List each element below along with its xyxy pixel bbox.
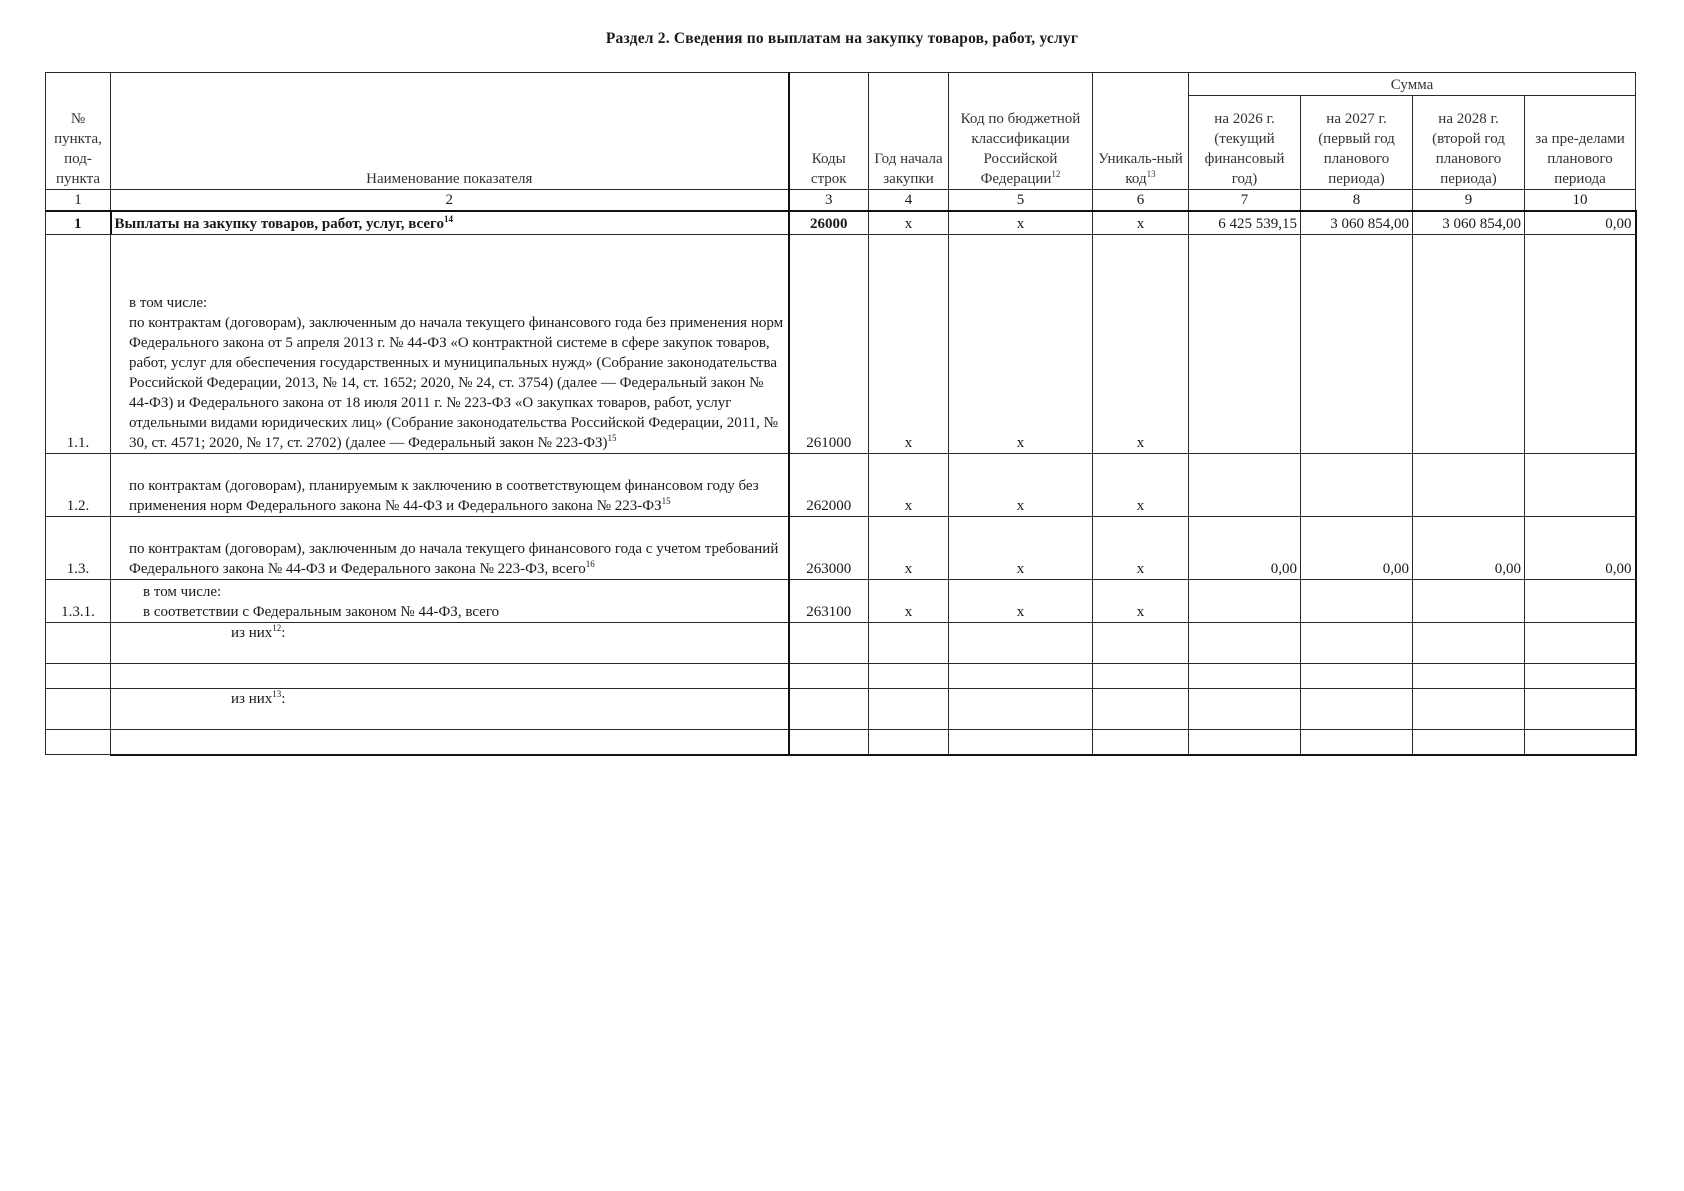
- unique-code: [1093, 689, 1189, 730]
- header-2026: на 2026 г. (текущий финансовый год): [1189, 96, 1301, 190]
- kbk-code: х: [949, 454, 1093, 517]
- table-row: [46, 623, 1636, 664]
- footnote-ref: 13: [272, 689, 282, 699]
- header-2027: на 2027 г. (первый год планового периода): [1301, 96, 1413, 190]
- kbk-code: х: [949, 580, 1093, 623]
- indicator-name: [111, 235, 789, 454]
- sum-2027: [1301, 664, 1413, 689]
- purchase-year: х: [869, 517, 949, 580]
- column-number: 1: [46, 190, 111, 212]
- indicator-name-text: в том числе: по контрактам (договорам), заключенным до начала текущего финансового года без применения норм Федерального закона от 5 апреля 2013 г. № 44-ФЗ «О контрактной системе в сфере закупок товаров, работ, услуг для обеспечения государственных и муниципальных нужд» (Собрание законодательства Российской Федерации, 2013, № 14, ст. 1652; 2020, № 24, ст. 3754) (далее — Федеральный закон № 44-ФЗ) и Федерального закона от 18 июля 2011 г. № 223-ФЗ «О закупках товаров, работ, услуг отдельными видами юридических лиц» (Собрание законодательства Российской Федерации, 2011, № 30, ст. 4571; 2020, № 17, ст. 2702) (далее — Федеральный закон № 223-ФЗ): [129, 295, 784, 451]
- kbk-code: [949, 623, 1093, 664]
- header-item-number: № пункта, под-пункта: [46, 73, 111, 190]
- indicator-name-text: в соответствии с Федеральным законом № 44-ФЗ, всего: [143, 604, 500, 620]
- sum-2026: 6 425 539,15: [1189, 211, 1301, 235]
- sub-label: из них: [231, 691, 273, 707]
- sum-beyond: [1525, 235, 1636, 454]
- sub-label: из них: [231, 625, 273, 641]
- indicator-name: [111, 623, 789, 664]
- footnote-ref: 15: [661, 496, 671, 506]
- header-kbk-sup: 12: [1051, 169, 1061, 179]
- row-code: [789, 689, 869, 730]
- column-number: 4: [869, 190, 949, 212]
- indicator-name-text: по контрактам (договорам), заключенным до начала текущего финансового года с учетом требований Федерального закона № 44-ФЗ и Федерального закона № 223-ФЗ, всего: [129, 541, 779, 577]
- column-number: 2: [111, 190, 789, 212]
- purchase-year: х: [869, 235, 949, 454]
- header-unique-code-sup: 13: [1146, 169, 1156, 179]
- kbk-code: х: [949, 235, 1093, 454]
- indicator-name-text: Выплаты на закупку товаров, работ, услуг, всего: [114, 216, 444, 232]
- sum-2027: [1301, 580, 1413, 623]
- purchase-year: х: [869, 211, 949, 235]
- sum-2026: 0,00: [1189, 517, 1301, 580]
- item-number: [46, 623, 111, 664]
- row-code: 262000: [789, 454, 869, 517]
- sum-beyond: 0,00: [1525, 211, 1636, 235]
- header-unique-code: [1093, 73, 1189, 190]
- sum-2028: 3 060 854,00: [1413, 211, 1525, 235]
- sum-2027: [1301, 454, 1413, 517]
- header-kbk: [949, 73, 1093, 190]
- sum-2028: [1413, 689, 1525, 730]
- table-row: [46, 730, 1636, 755]
- row-code: 26000: [789, 211, 869, 235]
- sum-beyond: [1525, 730, 1636, 755]
- header-indicator-name: Наименование показателя: [111, 73, 789, 190]
- sum-2028: [1413, 580, 1525, 623]
- table-row: [46, 454, 1636, 517]
- item-number: 1: [46, 211, 111, 235]
- item-number: 1.3.1.: [46, 580, 111, 623]
- item-number: 1.2.: [46, 454, 111, 517]
- table-row: [46, 689, 1636, 730]
- table-row: [46, 664, 1636, 689]
- unique-code: х: [1093, 235, 1189, 454]
- table-row: [46, 580, 1636, 623]
- sum-2028: [1413, 454, 1525, 517]
- sum-2028: [1413, 730, 1525, 755]
- row-code: [789, 730, 869, 755]
- indicator-name: [111, 211, 789, 235]
- indicator-name: [111, 517, 789, 580]
- sum-2027: [1301, 689, 1413, 730]
- sum-2026: [1189, 235, 1301, 454]
- sum-beyond: [1525, 689, 1636, 730]
- item-number: [46, 689, 111, 730]
- header-sum: Сумма: [1189, 73, 1636, 96]
- sum-beyond: [1525, 623, 1636, 664]
- table-row: [46, 235, 1636, 454]
- sum-2027: [1301, 623, 1413, 664]
- header-kbk-text: Код по бюджетной классификации Российской Федерации: [960, 111, 1081, 187]
- sum-2028: [1413, 623, 1525, 664]
- header-unique-code-text: Уникаль-ный код: [1098, 151, 1183, 187]
- row-code: [789, 664, 869, 689]
- unique-code: х: [1093, 580, 1189, 623]
- indicator-name: [111, 689, 789, 730]
- indicator-name-pre: в том числе:: [143, 584, 222, 600]
- sum-2028: [1413, 664, 1525, 689]
- sum-2027: 0,00: [1301, 517, 1413, 580]
- purchase-year: [869, 689, 949, 730]
- purchase-year: х: [869, 580, 949, 623]
- indicator-name: [111, 730, 789, 755]
- column-number: 9: [1413, 190, 1525, 212]
- sum-2027: 3 060 854,00: [1301, 211, 1413, 235]
- footnote-ref: 14: [444, 214, 453, 224]
- item-number: [46, 664, 111, 689]
- column-number: 6: [1093, 190, 1189, 212]
- column-number-row: [46, 190, 1636, 212]
- footnote-ref: 12: [272, 623, 282, 633]
- kbk-code: х: [949, 211, 1093, 235]
- unique-code: [1093, 623, 1189, 664]
- item-number: 1.1.: [46, 235, 111, 454]
- table-row: [46, 517, 1636, 580]
- sum-beyond: 0,00: [1525, 517, 1636, 580]
- purchase-year: х: [869, 454, 949, 517]
- sum-2026: [1189, 689, 1301, 730]
- header-purchase-year: Год начала закупки: [869, 73, 949, 190]
- kbk-code: [949, 730, 1093, 755]
- indicator-name: [111, 664, 789, 689]
- table-row: [46, 211, 1636, 235]
- sum-2026: [1189, 623, 1301, 664]
- sum-2028: 0,00: [1413, 517, 1525, 580]
- footnote-ref: 16: [585, 559, 595, 569]
- row-code: 263100: [789, 580, 869, 623]
- header-row: [46, 73, 1636, 96]
- indicator-name-text: по контрактам (договорам), планируемым к заключению в соответствующем финансовом году без применения норм Федерального закона № 44-ФЗ и Федерального закона № 223-ФЗ: [129, 478, 759, 514]
- payments-table: [45, 72, 1637, 756]
- row-code: 261000: [789, 235, 869, 454]
- indicator-name: [111, 580, 789, 623]
- item-number: 1.3.: [46, 517, 111, 580]
- sub-label-colon: :: [281, 625, 286, 641]
- sum-2026: [1189, 454, 1301, 517]
- sum-2026: [1189, 664, 1301, 689]
- unique-code: х: [1093, 454, 1189, 517]
- sum-2028: [1413, 235, 1525, 454]
- column-number: 5: [949, 190, 1093, 212]
- column-number: 7: [1189, 190, 1301, 212]
- kbk-code: [949, 664, 1093, 689]
- purchase-year: [869, 623, 949, 664]
- sub-label-colon: :: [281, 691, 286, 707]
- header-row-codes: Коды строк: [789, 73, 869, 190]
- sum-2027: [1301, 730, 1413, 755]
- unique-code: [1093, 664, 1189, 689]
- row-code: 263000: [789, 517, 869, 580]
- purchase-year: [869, 730, 949, 755]
- column-number: 3: [789, 190, 869, 212]
- sum-2027: [1301, 235, 1413, 454]
- sum-beyond: [1525, 664, 1636, 689]
- header-beyond: за пре-делами планового периода: [1525, 96, 1636, 190]
- row-code: [789, 623, 869, 664]
- indicator-name: [111, 454, 789, 517]
- kbk-code: х: [949, 517, 1093, 580]
- footnote-ref: 15: [607, 433, 617, 443]
- purchase-year: [869, 664, 949, 689]
- header-2028: на 2028 г. (второй год планового периода): [1413, 96, 1525, 190]
- sum-2026: [1189, 580, 1301, 623]
- column-number: 8: [1301, 190, 1413, 212]
- kbk-code: [949, 689, 1093, 730]
- sum-2026: [1189, 730, 1301, 755]
- sum-beyond: [1525, 580, 1636, 623]
- sum-beyond: [1525, 454, 1636, 517]
- column-number: 10: [1525, 190, 1636, 212]
- section-title: Раздел 2. Сведения по выплатам на закупку товаров, работ, услуг: [605, 30, 1079, 47]
- unique-code: [1093, 730, 1189, 755]
- unique-code: х: [1093, 517, 1189, 580]
- unique-code: х: [1093, 211, 1189, 235]
- item-number: [46, 730, 111, 755]
